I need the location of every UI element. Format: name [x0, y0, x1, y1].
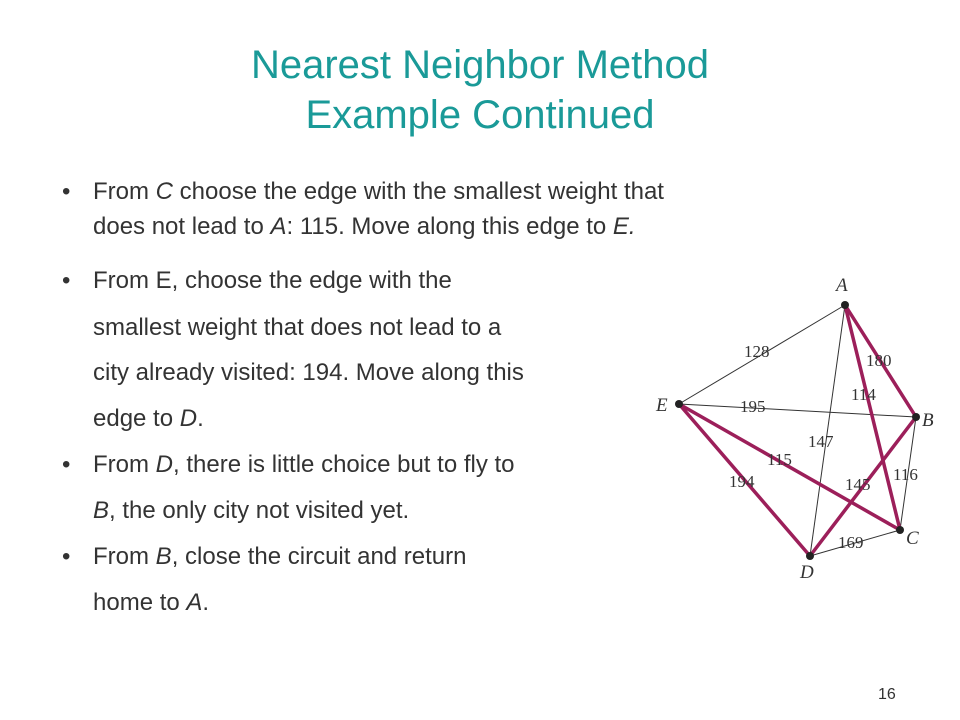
vertex-b: [912, 413, 920, 421]
bullet-marker: •: [62, 451, 71, 478]
vertex-label-a: A: [836, 275, 848, 296]
weight-label-e-b: 195: [740, 397, 766, 416]
bullet-4-line-2: home to A.: [93, 589, 210, 616]
bullet-marker: •: [62, 267, 71, 294]
vertex-label-e: E: [656, 395, 668, 416]
vertex-label-c: C: [906, 528, 919, 549]
bullet-2-line-2: smallest weight that does not lead to a: [93, 314, 502, 341]
weight-label-e-c: 115: [767, 450, 792, 469]
bullet-2-line-4: edge to D.: [93, 405, 204, 432]
weight-label-b-d: 145: [845, 475, 871, 494]
weight-label-a-b: 180: [866, 351, 892, 370]
vertex-label-b: B: [922, 410, 934, 431]
edge-a-c: [845, 305, 900, 530]
weight-label-d-c: 169: [838, 533, 864, 552]
title-line-2: Example Continued: [305, 93, 655, 137]
weight-label-a-e: 128: [744, 342, 770, 361]
vertex-d: [806, 552, 814, 560]
title-line-1: Nearest Neighbor Method: [250, 43, 710, 87]
bullet-4-line-1: From B, close the circuit and return: [93, 543, 467, 570]
bullet-2-line-3: city already visited: 194. Move along this: [93, 359, 524, 386]
bullet-marker: •: [62, 178, 71, 205]
bullet-3-line-2: B, the only city not visited yet.: [93, 497, 410, 524]
vertex-e: [675, 400, 683, 408]
bullet-1-line-1: From C choose the edge with the smallest weight that: [93, 178, 664, 205]
bullet-2-line-1: From E, choose the edge with the: [93, 267, 452, 294]
vertex-label-d: D: [800, 562, 814, 583]
weight-label-e-d: 194: [729, 472, 755, 491]
vertex-c: [896, 526, 904, 534]
weight-label-a-d: 147: [808, 432, 834, 451]
bullet-3-line-1: From D, there is little choice but to fly to: [93, 451, 515, 478]
bullet-marker: •: [62, 543, 71, 570]
weight-label-a-c: 114: [851, 385, 876, 404]
edge-e-b: [679, 404, 916, 417]
bullet-1-line-2: does not lead to A: 115. Move along this edge to E.: [93, 213, 636, 240]
graph-edges: [679, 305, 916, 556]
vertex-a: [841, 301, 849, 309]
page-number: 16: [878, 686, 896, 703]
weight-label-b-c: 116: [893, 465, 918, 484]
